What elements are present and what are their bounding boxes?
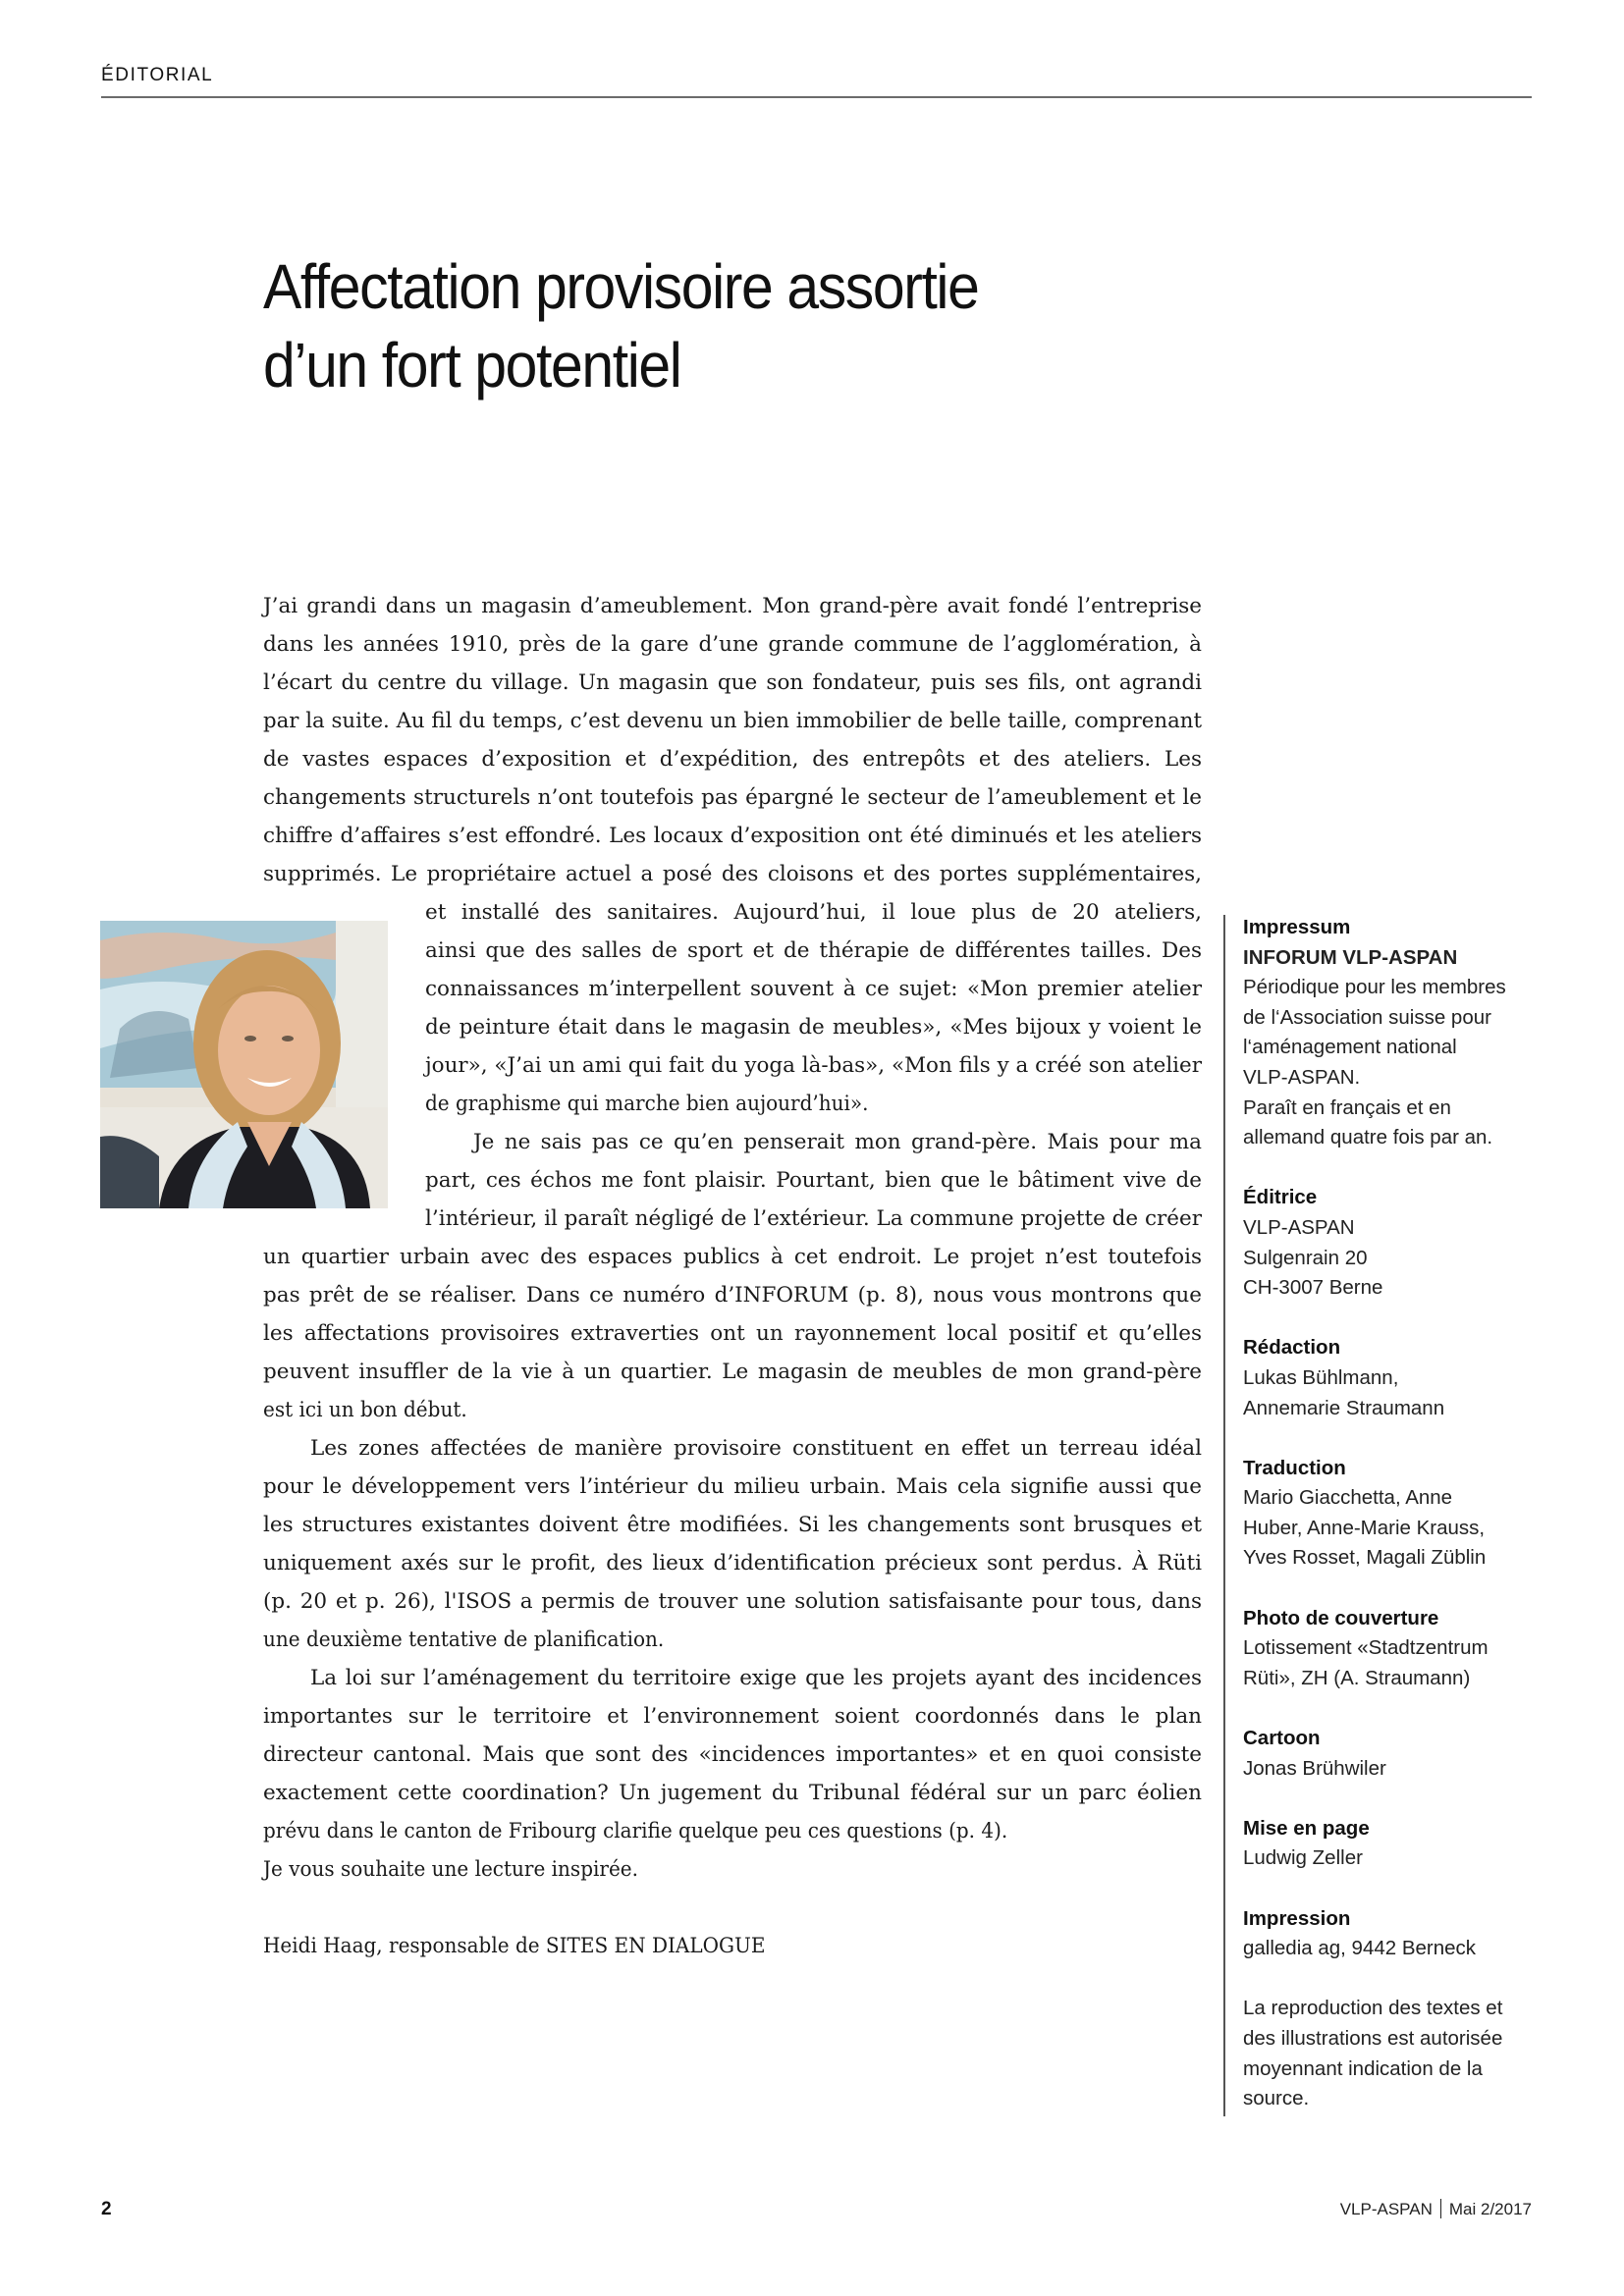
body-line: connaissances m’interpellent souvent à ce sujet: «Mon premier atelier	[425, 977, 1202, 1001]
body-line: peuvent insuffler de la vie à un quartier. Le magasin de meubles de mon grand-père	[263, 1360, 1202, 1384]
page-number: 2	[101, 2199, 112, 2219]
footer-publisher: VLP-ASPAN	[1339, 2200, 1433, 2218]
body-line: les affectations provisoires extraverties ont un rayonnement local positif et qu’elles	[263, 1321, 1202, 1346]
impressum-notice-line: source.	[1243, 2087, 1310, 2110]
impressum-notice-line: moyennant indication de la	[1243, 2056, 1483, 2080]
body-line: jour», «J’ai un ami qui fait du yoga là-bas», «Mon fils y a créé son atelier	[425, 1053, 1202, 1078]
body-line: les structures existantes doivent être modifiées. Si les changements sont brusques et	[263, 1513, 1202, 1537]
body-line: Je vous souhaite une lecture inspirée.	[263, 1857, 638, 1882]
body-line: de peinture était dans le magasin de meubles», «Mes bijoux y voient le	[425, 1015, 1202, 1040]
body-line: J’ai grandi dans un magasin d’ameublement. Mon grand-père avait fondé l’entreprise	[263, 594, 1202, 618]
impressum-section-traduction	[1243, 1454, 1538, 1574]
impressum-description-line: allemand quatre fois par an.	[1243, 1126, 1493, 1149]
article-title	[263, 247, 1076, 404]
impressum-section-heading: Cartoon	[1243, 1727, 1321, 1750]
body-line: prévu dans le canton de Fribourg clarifie quelque peu ces questions (p. 4).	[263, 1819, 1008, 1843]
body-line: Je ne sais pas ce qu’en penserait mon grand-père. Mais pour ma	[473, 1130, 1202, 1154]
body-line: exactement cette coordination? Un jugement du Tribunal fédéral sur un parc éolien	[263, 1781, 1202, 1805]
impressum-description-line: VLP-ASPAN.	[1243, 1065, 1361, 1089]
impressum-notice-line: des illustrations est autorisée	[1243, 2026, 1503, 2050]
impressum-section-line: Yves Rosset, Magali Züblin	[1243, 1546, 1487, 1570]
body-line: pour le développement vers l’intérieur du milieu urbain. Mais cela signifie aussi que	[263, 1474, 1202, 1499]
impressum-section-line: Jonas Brühwiler	[1243, 1756, 1386, 1780]
footer-issue: Mai 2/2017	[1448, 2200, 1532, 2218]
title-line: Affectation provisoire assortie	[263, 251, 979, 322]
body-line: l’écart du centre du village. Un magasin que son fondateur, puis ses fils, ont agrandi	[263, 670, 1202, 695]
body-line: une deuxième tentative de planification.	[263, 1628, 665, 1652]
impressum-heading: Impressum	[1243, 916, 1351, 938]
impressum-section-redaction	[1243, 1333, 1538, 1423]
body-line: et installé des sanitaires. Aujourd’hui, il loue plus de 20 ateliers,	[425, 900, 1202, 925]
impressum-divider	[1223, 915, 1225, 2116]
impressum-section-heading: Photo de couverture	[1243, 1606, 1439, 1629]
body-line: (p. 20 et p. 26), l'ISOS a permis de trouver une solution satisfaisante pour tous, dans	[263, 1589, 1202, 1614]
impressum-section-line: Huber, Anne-Marie Krauss,	[1243, 1516, 1486, 1539]
impressum-section-line: Rüti», ZH (A. Straumann)	[1243, 1666, 1471, 1689]
author-portrait-illustration	[100, 921, 388, 1208]
impressum-intro	[1243, 913, 1538, 1153]
impressum-section-heading: Rédaction	[1243, 1336, 1341, 1360]
body-line: ainsi que des salles de sport et de thérapie de différentes tailles. Des	[425, 938, 1202, 963]
impressum-section-line: CH-3007 Berne	[1243, 1276, 1383, 1300]
impressum-section-line: Lotissement «Stadtzentrum	[1243, 1636, 1489, 1660]
impressum-section-editrice	[1243, 1183, 1538, 1303]
impressum-section-heading: Mise en page	[1243, 1816, 1370, 1840]
body-line: chiffre d’affaires s’est effondré. Les locaux d’exposition ont été diminués et les ateliers	[263, 824, 1202, 848]
impressum-notice	[1243, 1994, 1538, 2113]
impressum-section-line: Lukas Bühlmann,	[1243, 1365, 1399, 1389]
impressum-panel	[1243, 913, 1538, 2144]
body-line: de vastes espaces d’exposition et d’expédition, des entrepôts et des ateliers. Les	[263, 747, 1202, 772]
impressum-description-line: l‘aménagement national	[1243, 1036, 1457, 1059]
body-line: un quartier urbain avec des espaces publics à cet endroit. Le projet n’est toutefois	[263, 1245, 1202, 1269]
footer-issue-info	[1340, 2199, 1532, 2219]
impressum-description-line: de l‘Association suisse pour	[1243, 1005, 1491, 1029]
impressum-section-line: Ludwig Zeller	[1243, 1846, 1363, 1870]
body-line: par la suite. Au fil du temps, c’est devenu un bien immobilier de belle taille, comprenant	[263, 709, 1202, 733]
body-line: est ici un bon début.	[263, 1398, 467, 1422]
title-line: d’un fort potentiel	[263, 330, 681, 400]
body-line: l’intérieur, il paraît négligé de l’extérieur. La commune projette de créer	[425, 1206, 1202, 1231]
body-line: La loi sur l’aménagement du territoire exige que les projets ayant des incidences	[310, 1666, 1202, 1690]
impressum-section-mise-en-page	[1243, 1814, 1538, 1874]
body-line: directeur cantonal. Mais que sont des «incidences importantes» et en quoi consiste	[263, 1742, 1202, 1767]
impressum-section-line: VLP-ASPAN	[1243, 1215, 1355, 1239]
author-photo	[100, 921, 388, 1208]
impressum-section-line: Mario Giacchetta, Anne	[1243, 1486, 1453, 1510]
body-line: importantes sur le territoire et l’environnement soient coordonnés dans le plan	[263, 1704, 1202, 1729]
body-line: dans les années 1910, près de la gare d’une grande commune de l’agglomération, à	[263, 632, 1202, 657]
impressum-description-line: Périodique pour les membres	[1243, 976, 1506, 999]
impressum-section-line: Annemarie Straumann	[1243, 1396, 1445, 1419]
impressum-section-heading: Traduction	[1243, 1456, 1346, 1479]
section-label: ÉDITORIAL	[101, 65, 214, 85]
footer-separator	[1440, 2199, 1441, 2218]
body-line: de graphisme qui marche bien aujourd’hui».	[425, 1092, 869, 1116]
impressum-section-photo	[1243, 1604, 1538, 1694]
header-rule	[101, 96, 1532, 98]
impressum-section-cartoon	[1243, 1724, 1538, 1784]
body-line: changements structurels n’ont toutefois pas épargné le secteur de l’ameublement et le	[263, 785, 1202, 810]
body-line: supprimés. Le propriétaire actuel a posé des cloisons et des portes supplémentaires,	[263, 862, 1202, 886]
body-line: uniquement axés sur le profit, des lieux d’identification précieux sont perdus. À Rüti	[263, 1551, 1202, 1575]
impressum-description-line: Paraît en français et en	[1243, 1095, 1451, 1119]
impressum-section-line: galledia ag, 9442 Berneck	[1243, 1937, 1477, 1960]
impressum-notice-line: La reproduction des textes et	[1243, 1997, 1503, 2020]
body-line: Les zones affectées de manière provisoire constituent en effet un terreau idéal	[310, 1436, 1202, 1461]
body-line: pas prêt de se réaliser. Dans ce numéro d’INFORUM (p. 8), nous vous montrons que	[263, 1283, 1202, 1308]
impressum-publication: INFORUM VLP-ASPAN	[1243, 945, 1458, 969]
impressum-section-heading: Éditrice	[1243, 1186, 1318, 1209]
impressum-section-heading: Impression	[1243, 1906, 1351, 1930]
impressum-section-impression	[1243, 1904, 1538, 1964]
impressum-section-line: Sulgenrain 20	[1243, 1246, 1368, 1269]
body-line: part, ces échos me font plaisir. Pourtant, bien que le bâtiment vive de	[425, 1168, 1202, 1193]
author-signature: Heidi Haag, responsable de SITES EN DIALOGUE	[263, 1934, 766, 1958]
